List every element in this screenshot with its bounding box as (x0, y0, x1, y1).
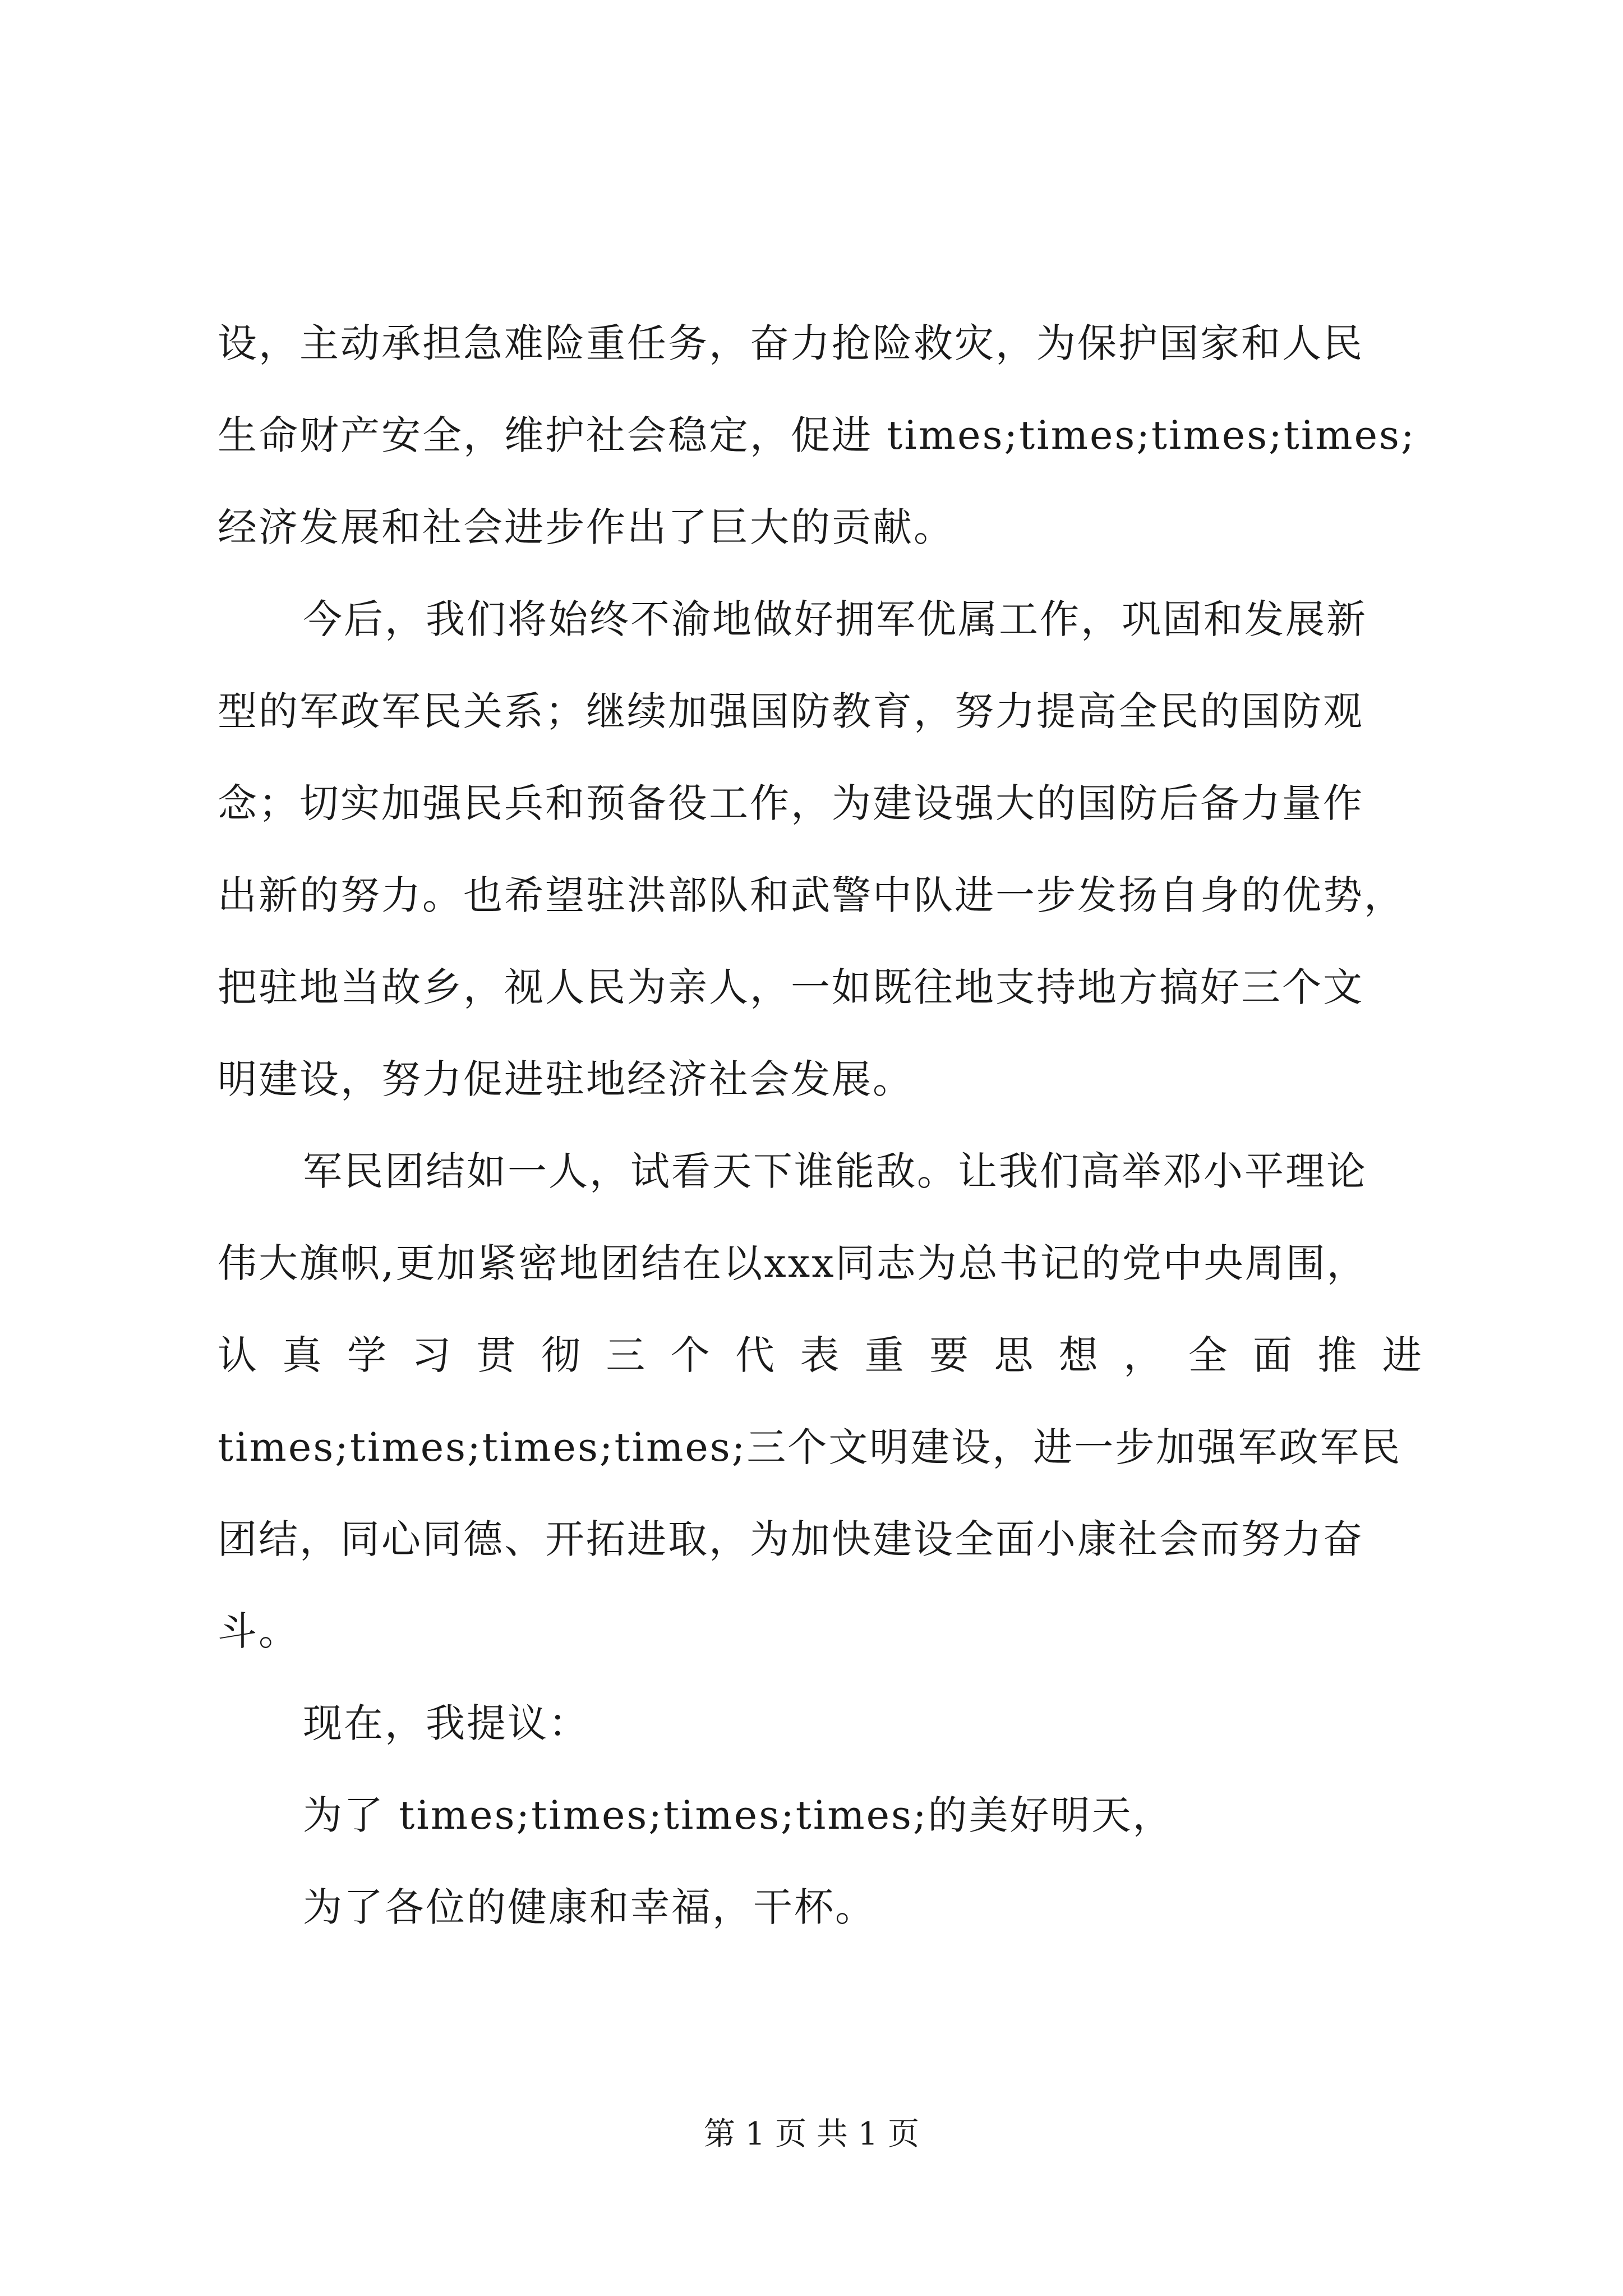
char: 思 (994, 1332, 1035, 1378)
text-line: 斗。 (218, 1608, 299, 1654)
char: ， (1123, 1332, 1165, 1378)
paragraph-start-line: 为了各位的健康和幸福，干杯。 (303, 1884, 876, 1930)
text-line: 伟大旗帜,更加紧密地团结在以xxx同志为总书记的党中央周围， (218, 1240, 1368, 1286)
char: 三 (606, 1332, 647, 1378)
char: 习 (412, 1332, 453, 1378)
page-number-footer: 第 1 页 共 1 页 (703, 2116, 920, 2152)
paragraph-start-line: 今后，我们将始终不渝地做好拥军优属工作，巩固和发展新 (303, 596, 1367, 642)
text-line: 出新的努力。也希望驻洪部队和武警中队进一步发扬自身的优势， (218, 872, 1405, 918)
text-line: times;times;times;times;三个文明建设，进一步加强军政军民 (218, 1424, 1402, 1470)
char: 贯 (476, 1332, 518, 1378)
text-line: 念；切实加强民兵和预备役工作，为建设强大的国防后备力量作 (218, 780, 1364, 826)
text-line: 团结，同心同德、开拓进取，为加快建设全面小康社会而努力奋 (218, 1516, 1364, 1562)
char: 个 (670, 1332, 712, 1378)
char: 认 (218, 1332, 259, 1378)
text-line: 经济发展和社会进步作出了巨大的贡献。 (218, 504, 955, 550)
text-line: 设，主动承担急难险重任务，奋力抢险救灾，为保护国家和人民 (218, 320, 1364, 366)
char: 彻 (541, 1332, 582, 1378)
text-line: 型的军政军民关系；继续加强国防教育，努力提高全民的国防观 (218, 688, 1364, 734)
paragraph-start-line: 为了 times;times;times;times;的美好明天， (303, 1792, 1174, 1838)
char: 重 (864, 1332, 906, 1378)
text-line: 生命财产安全，维护社会稳定，促进 times;times;times;times; (218, 412, 1416, 458)
char: 推 (1317, 1332, 1359, 1378)
char: 表 (800, 1332, 841, 1378)
char: 面 (1253, 1332, 1294, 1378)
char: 代 (735, 1332, 776, 1378)
text-line: 把驻地当故乡，视人民为亲人，一如既往地支持地方搞好三个文 (218, 964, 1364, 1010)
char: 全 (1188, 1332, 1229, 1378)
char: 要 (929, 1332, 971, 1378)
char: 进 (1382, 1332, 1423, 1378)
justified-text-line (218, 1309, 1423, 1401)
document-body (218, 297, 1423, 1953)
text-line: 明建设，努力促进驻地经济社会发展。 (218, 1056, 914, 1102)
paragraph-start-line: 现在，我提议： (303, 1700, 589, 1746)
char: 学 (347, 1332, 388, 1378)
paragraph-start-line: 军民团结如一人，试看天下谁能敌。让我们高举邓小平理论 (303, 1148, 1367, 1194)
char: 想 (1058, 1332, 1100, 1378)
char: 真 (282, 1332, 324, 1378)
